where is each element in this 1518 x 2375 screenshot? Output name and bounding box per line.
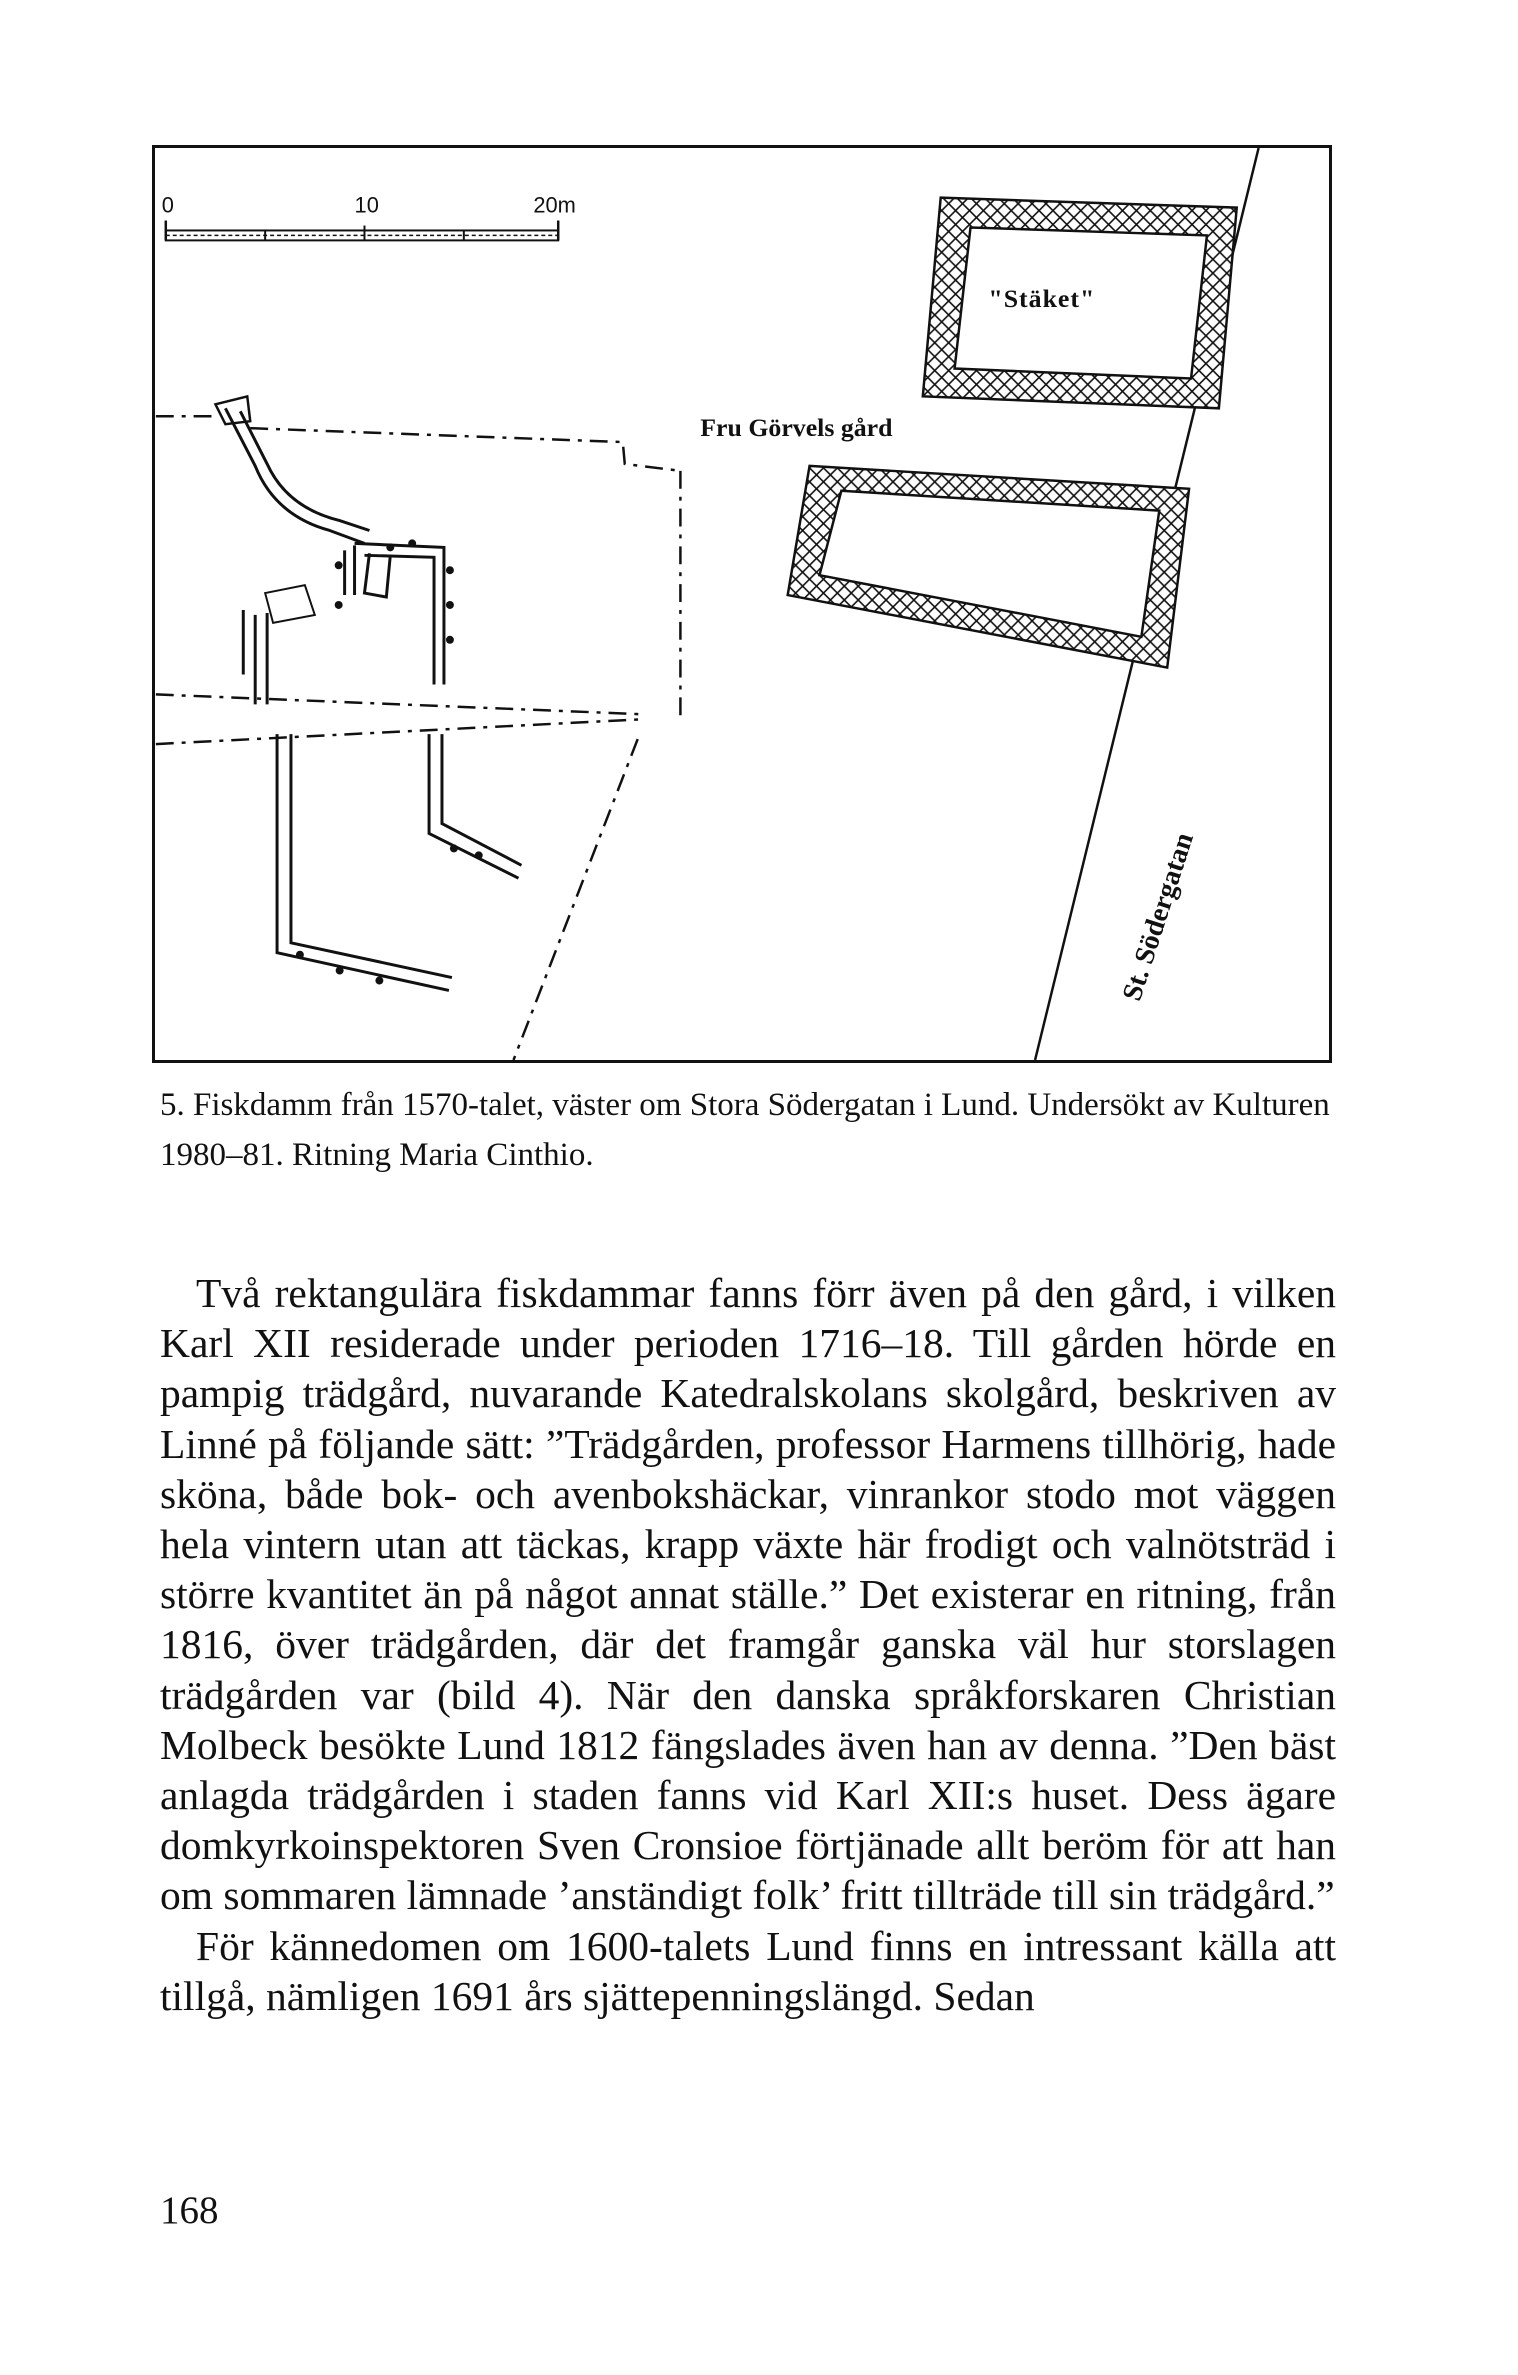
scale-label-10: 10 (354, 192, 379, 218)
scale-bar (162, 193, 576, 241)
page-number: 168 (160, 2189, 219, 2232)
lower-rectangle (788, 466, 1189, 668)
figure-caption: 5. Fiskdamm från 1570-talet, väster om Stora Södergatan i Lund. Undersökt av Kulturen 1980–81. Ritning Maria Cinthio. (160, 1087, 1330, 1173)
staket-rectangle (923, 198, 1237, 409)
paragraph: Två rektangulära fiskdammar fanns förr även på den gård, i vilken Karl XII residerade under perioden 1716–18. Till gården hörde en pampig trädgård, nuvarande Katedralskolans skolgård, beskriven av Linné på följande sätt: ”Trädgården, professor Harmens tillhörig, hade sköna, både bok- och avenbokshäckar, vinrankor stodo mot väggen hela vintern utan att täckas, krapp växte här frodigt och valnötsträd i större kvantitet än på något annat ställe.” Det existerar en ritning, från 1816, över trädgården, där det framgår ganska väl hur storslagen trädgården var (bild 4). När den danska språkforskaren Christian Molbeck besökte Lund 1812 fängslades även han av denna. ”Den bäst anlagda trädgården i staden fanns vid Karl XII:s huset. Dess ägare domkyrkoinspektoren Sven Cronsioe förtjänade allt beröm för att han om sommaren lämnade ’anständigt folk’ fritt tillträde till sin trädgård.” (160, 1270, 1336, 1919)
fishpond-structure (215, 396, 521, 990)
street-label: St. Södergatan (1116, 828, 1200, 1005)
fru-gorvels-gard-label: Fru Görvels gård (700, 413, 893, 443)
wall-posts (296, 539, 483, 984)
property-boundaries (156, 416, 681, 1060)
scale-label-20m: 20m (533, 192, 576, 218)
body-text (160, 1268, 1336, 2021)
staket-label: "Stäket" (988, 283, 1096, 313)
site-plan-figure (152, 145, 1332, 1063)
scale-label-0: 0 (161, 192, 174, 218)
paragraph: För kännedomen om 1600-talets Lund finns en intressant källa att tillgå, nämligen 1691 års sjättepenningslängd. Sedan (160, 1922, 1336, 2019)
